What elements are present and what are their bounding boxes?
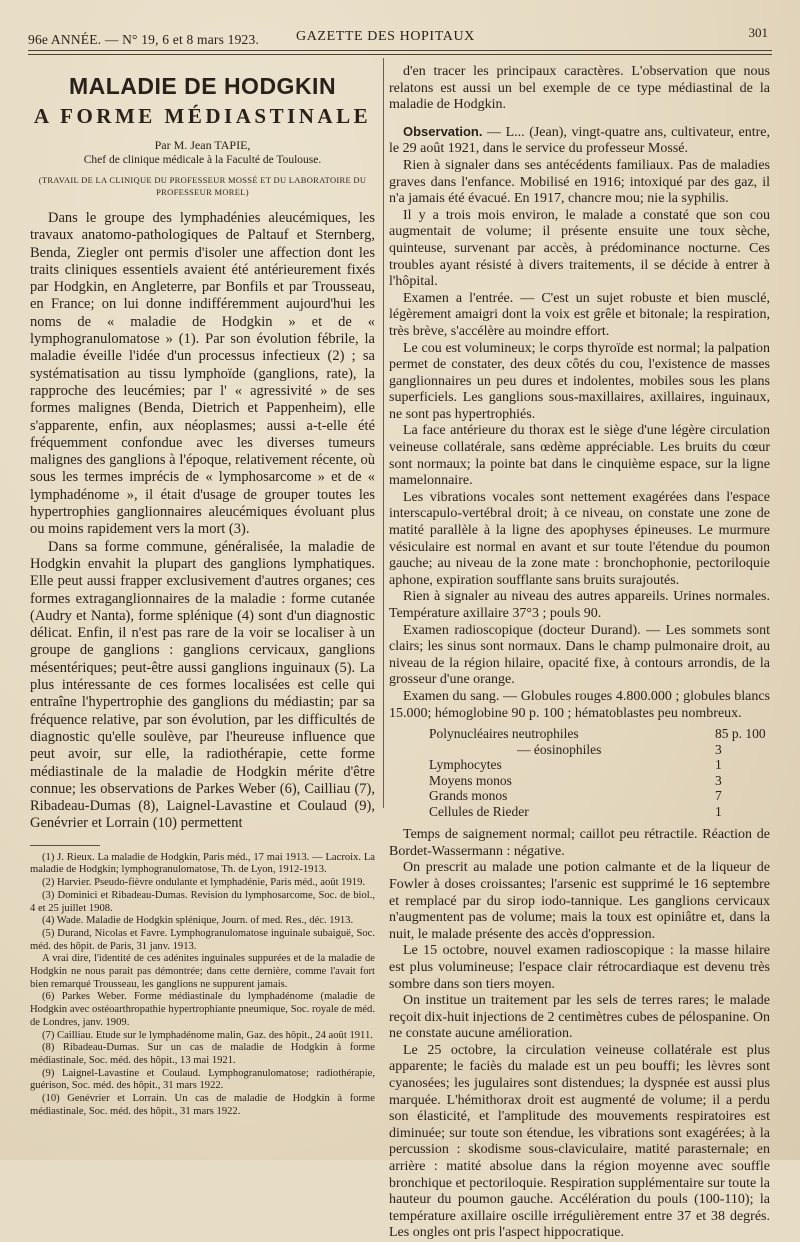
footnote: A vrai dire, l'identité de ces adénites inguinales suppurées et de la maladie de Hodgkin ne nous parait pas démontrée; dans cette dernière, comme l'avait fort bien remarqué Trousseau, les ganglions ne suppurent jamais. xyxy=(30,953,375,990)
article-title: MALADIE DE HODGKIN xyxy=(68,73,337,99)
right-column xyxy=(389,64,770,1242)
footnote-rule xyxy=(30,845,100,846)
author-line: Par M. Jean TAPIE, xyxy=(154,138,251,152)
right-body xyxy=(389,64,770,722)
left-column xyxy=(30,66,375,1118)
column-divider xyxy=(383,58,384,808)
page-number: 301 xyxy=(748,25,768,40)
paragraph: Il y a trois mois environ, le malade a constaté que son cou augmentait de volume; il présente ensuite une toux sèche, quinteuse, survenant par accès, à prédominance nocturne. Ces troubles ayant résisté à divers traitements, il se décide à entrer à l'hôpital. xyxy=(389,207,770,290)
left-body xyxy=(30,210,375,833)
table-row: Grands monos 7 xyxy=(429,788,722,804)
header-rule-bottom xyxy=(28,54,772,55)
paragraph: Temps de saignement normal; caillot peu rétractile. Réaction de Bordet-Wassermann : négative. xyxy=(389,827,770,859)
page-header xyxy=(28,27,770,49)
observation-label: Observation. xyxy=(403,123,483,139)
footnote: (6) Parkes Weber. Forme médiastinale du lymphadénome (maladie de Hodgkin avec ostéoarthropathie hypertrophiante pneumique, Soc. royale de méd. de Londres, janv. 1909. xyxy=(30,991,375,1028)
laboratory-line: (TRAVAIL DE LA CLINIQUE DU PROFESSEUR MOSSÉ ET DU LABORATOIRE DU PROFESSEUR MOREL) xyxy=(38,175,367,197)
article-subtitle: A FORME MÉDIASTINALE xyxy=(33,104,372,128)
footnote: (4) Wade. Maladie de Hodgkin splénique, Journ. of med. Res., déc. 1913. xyxy=(42,915,354,927)
paragraph: Examen du sang. — Globules rouges 4.800.000 ; globules blancs 15.000; hémoglobine 90 p. 100 ; hématoblastes peu nombreux. xyxy=(389,688,770,721)
observation-paragraph xyxy=(389,124,770,158)
footnote: (1) J. Rieux. La maladie de Hodgkin, Paris méd., 17 mai 1913. — Lacroix. La maladie de Hodgkin; lymphogranulomatose, Th. de Lyon, 1912-1913. xyxy=(30,851,375,876)
issue-line: 96e ANNÉE. — N° 19, 6 et 8 mars 1923. xyxy=(28,32,260,47)
observation-text: — L... (Jean), vingt-quatre ans, cultivateur, entre, le 29 août 1921, dans le service du professeur Mossé. xyxy=(389,124,770,157)
paragraph: Le 25 octobre, la circulation veineuse collatérale est plus apparente; le faciès du malade est un peu bouffi; les lèvres sont cyanosées; les jugulaires sont distendues; la dyspnée est aussi plus marquée. L'hémithorax droit est augmenté de volume; il a perdu son élasticité, et l'amplitude des mouvements respiratoires est diminuée; sur toute son étendue, les vibrations sont exagérées; à la percussion : skodisme sous-claviculaire, matité parasternale; en arrière : matité absolue dans la région moyenne avec souffle bronchique et pectoriloquie. Respiration supplémentaire sur toute la hauteur du poumon gauche. Accélération du pouls (100-110); la température axillaire oscille irrégulièrement entre 37 et 38 degrés. Les ongles ont pris l'aspect hippocratique. xyxy=(389,1042,770,1241)
blood-count-table xyxy=(429,726,770,819)
footnote: (7) Cailliau. Etude sur le lymphadénome malin, Gaz. des hôpit., 24 août 1911. xyxy=(42,1029,373,1041)
affiliation-line: Chef de clinique médicale à la Faculté de Toulouse. xyxy=(83,154,322,166)
paragraph: On prescrit au malade une potion calmante et de la liqueur de Fowler à doses croissantes; l'arsenic est supprimé le 16 septembre et remplacé par du sirop iodo-tannique. Les ganglions cervicaux n'augmentent pas de volume; mais la toux est opiniâtre et, dans la nuit, le malade présente des accès d'oppression. xyxy=(389,860,770,942)
paragraph: On institue un traitement par les sels de terres rares; le malade reçoit dix-huit injections de 2 centimètres cubes de pélospanine. On ne constate aucune amélioration. xyxy=(389,993,770,1042)
footnote: (9) Laignel-Lavastine et Coulaud. Lymphogranulomatose; radiothérapie, guérison, Soc. méd. des hôpit., 31 mars 1922. xyxy=(30,1067,375,1092)
footnote: (10) Genévrier et Lorrain. Un cas de maladie de Hodgkin à forme médiastinale, Soc. méd. des hôpit., 31 mars 1922. xyxy=(30,1093,375,1117)
paragraph: Examen radioscopique (docteur Durand). — Les sommets sont clairs; les sinus sont normaux. Dans le champ pulmonaire droit, au niveau de la région hilaire, opacité fixe, à contours arrondis, de la grosseur d'une orange. xyxy=(389,622,770,688)
footnote: (2) Harvier. Pseudo-fièvre ondulante et lymphadénie, Paris méd., août 1919. xyxy=(42,877,366,889)
paragraph: La face antérieure du thorax est le siège d'une légère circulation veineuse collatérale, sans œdème appréciable. Les bruits du cœur sont normaux; la pointe bat dans le cinquième espace, sur la ligne mamelonnaire. xyxy=(389,423,770,489)
table-row: Lymphocytes 1 xyxy=(429,757,722,773)
footnote: (3) Dominici et Ribadeau-Dumas. Revision du lymphosarcome, Soc. de biol., 4 et 25 juillet 1908. xyxy=(30,889,375,914)
paragraph: Dans le groupe des lymphadénies aleucémiques, les travaux anatomo-pathologiques de Paltauf et Sternberg, Benda, Ziegler ont permis d'isoler une affection dont les traits cliniques essentiels avaient été antérieurement fixés par Hodgkin, en Angleterre, par Bonfils et par Trousseau, en France; on lui donne indifféremment aujourd'hui les noms de « maladie de Hodgkin » et de « lymphogranulomatose » (1). Par son évolution fébrile, la maladie éveille l'idée d'un processus infectieux (2) ; sa systématisation au tissu lymphoïde (ganglions, rate), la rapproche des leucémies; par l' « agressivité » de ses formes malignes (Benda, Dietrich et Pappenheim), elle s'apparente, enfin, aux néoplasmes; aussi a-t-elle été fréquemment confondue avec les diverses tumeurs malignes des ganglions à l'époque, relativement récente, où sous les termes imprécis de « lymphosarcome » et de « lymphadénome », il était d'usage de grouper toutes les hypertrophies ganglionnaires aleucémiques évoluant plus ou moins rapidement vers la mort (3). xyxy=(30,210,375,538)
paragraph: Rien à signaler dans ses antécédents familiaux. Pas de maladies graves dans l'enfance. Mobilisé en 1916; intoxiqué par des gaz, il n'a jamais été évacué. En 1917, chancre mou; nie la syphilis. xyxy=(389,157,770,207)
paragraph: Rien à signaler au niveau des autres appareils. Urines normales. Température axillaire 37°3 ; pouls 90. xyxy=(389,589,770,621)
paragraph: Examen a l'entrée. — C'est un sujet robuste et bien musclé, légèrement amaigri dont la voix est grêle et bitonale; la respiration, très brève, s'accélère au moindre effort. xyxy=(389,290,770,339)
footnotes xyxy=(30,852,375,1119)
paragraph: Les vibrations vocales sont nettement exagérées dans l'espace interscapulo-vertébral droit; à ce niveau, on constate une zone de matité parallèle à la ligne des apophyses épineuses. Le murmure vésiculaire est normal en avant et sur toute l'étendue du poumon gauche; au niveau de la zone mate : bronchophonie, pectoriloquie aphone, expiration soufflante sans bruits surajoutés. xyxy=(389,489,770,588)
paragraph: Le cou est volumineux; le corps thyroïde est normal; la palpation permet de constater, des deux côtés du cou, l'existence de masses ganglionnaires un peu dures et indolentes, mobiles sous les plans superficiels. Les ganglions sous-maxillaires, axillaires, inguinaux, ne sont pas hypertrophiés. xyxy=(389,340,770,422)
table-row: Cellules de Rieder 1 xyxy=(429,803,722,819)
header-rule-top xyxy=(28,50,772,51)
table-row: Moyens monos 3 xyxy=(429,772,722,788)
footnote: (8) Ribadeau-Dumas. Sur un cas de maladie de Hodgkin à forme médiastinale, Soc. méd. des hôpit., 13 mai 1921. xyxy=(30,1042,375,1066)
paragraph: Le 15 octobre, nouvel examen radioscopique : la masse hilaire est plus volumineuse; l'espace clair rétrocardiaque est devenu très sombre dans son tiers moyen. xyxy=(389,943,770,992)
table-row: Polynucléaires neutrophiles 85 p. 100 xyxy=(429,726,766,742)
journal-name: GAZETTE DES HOPITAUX xyxy=(296,29,475,44)
right-body-continued xyxy=(389,827,770,1242)
paragraph: Dans sa forme commune, généralisée, la maladie de Hodgkin envahit la plupart des ganglions lymphatiques. Elle peut aussi frapper exclusivement d'autres organes; ces formes extraganglionnaires de la maladie : forme cutanée (Audry et Nanta), forme splénique (4) sont d'un diagnostic délicat. Enfin, il n'est pas rare de la voir se localiser à un groupe de ganglions : ganglions cervicaux, ganglions mésentériques; peut-être aussi ganglions inguinaux (5). La plus intéressante de ces formes localisées est celle qui entraîne l'hypertrophie des ganglions du médiastin; par sa fréquence relative, par son évolution, par les difficultés de diagnostic qu'elle soulève, par l'heureuse influence que peut avoir, sur elle, la radiothérapie, cette forme médiastinale de la maladie de Hodgkin mérite d'être connue; les observations de Parkes Weber (6), Cailliau (7), Ribadeau-Dumas (8), Laignel-Lavastine et Coulaud (9), Genévrier et Lorrain (10) permettent xyxy=(30,538,375,832)
footnote: (5) Durand, Nicolas et Favre. Lymphogranulomatose inguinale subaiguë, Soc. méd. des hôpit. de Paris, 31 janv. 1913. xyxy=(30,927,375,952)
paragraph: d'en tracer les principaux caractères. L'observation que nous relatons est aussi un bel exemple de ce type médiastinal de la maladie de Hodgkin. xyxy=(389,64,770,113)
table-row: — éosinophiles 3 xyxy=(517,741,722,757)
